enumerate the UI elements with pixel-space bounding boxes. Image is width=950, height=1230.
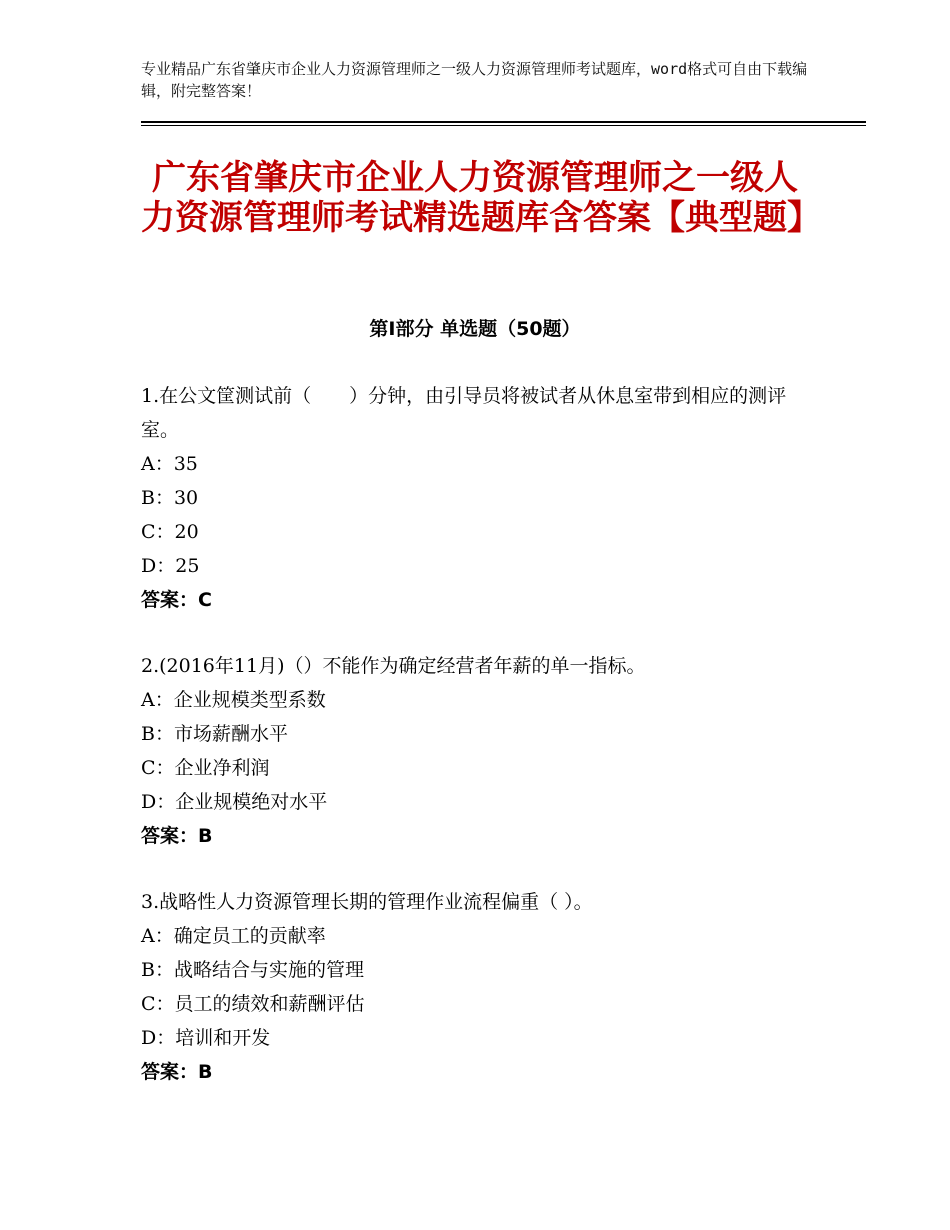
document-title: 广东省肇庆市企业人力资源管理师之一级人力资源管理师考试精选题库含答案【典型题】 — [141, 158, 821, 238]
question-1 — [141, 379, 809, 617]
question-2 — [141, 649, 809, 853]
option-c: C：员工的绩效和薪酬评估 — [141, 993, 365, 1015]
option-c: C：企业净利润 — [141, 757, 270, 779]
header-divider-thick — [141, 121, 866, 123]
option-a: A：确定员工的贡献率 — [141, 925, 326, 947]
option-b: B：战略结合与实施的管理 — [141, 959, 364, 981]
header-note: 专业精品广东省肇庆市企业人力资源管理师之一级人力资源管理师考试题库，word格式可自由下载编辑，附完整答案！ — [141, 60, 808, 100]
option-d: D：企业规模绝对水平 — [141, 791, 328, 813]
option-a: A：35 — [141, 453, 198, 475]
question-list — [141, 379, 809, 1121]
section-title: 第Ⅰ部分 单选题（50题） — [369, 318, 581, 340]
answer: 答案：C — [141, 589, 212, 611]
option-c: C：20 — [141, 521, 199, 543]
answer: 答案：B — [141, 825, 213, 847]
question-stem: 1.在公文筐测试前（ ）分钟，由引导员将被试者从休息室带到相应的测评室。 — [141, 385, 787, 441]
option-b: B：市场薪酬水平 — [141, 723, 288, 745]
option-b: B：30 — [141, 487, 199, 509]
header-divider-thin — [141, 125, 866, 126]
answer: 答案：B — [141, 1061, 213, 1083]
option-a: A：企业规模类型系数 — [141, 689, 326, 711]
question-3 — [141, 885, 809, 1089]
option-d: D：25 — [141, 555, 200, 577]
question-stem: 2.(2016年11月)（）不能作为确定经营者年薪的单一指标。 — [141, 655, 646, 677]
option-d: D：培训和开发 — [141, 1027, 271, 1049]
question-stem: 3.战略性人力资源管理长期的管理作业流程偏重（ ）。 — [141, 891, 593, 913]
